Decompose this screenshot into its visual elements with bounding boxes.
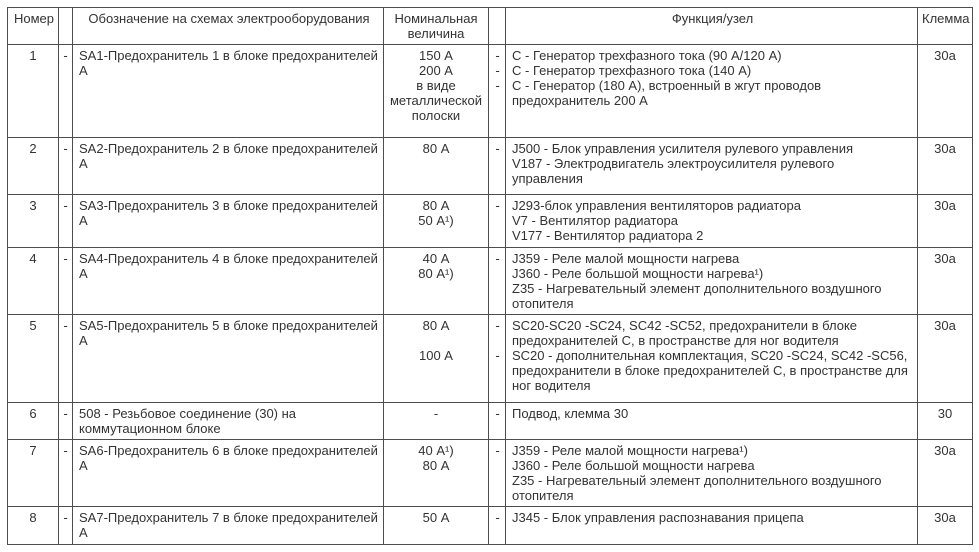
row-dash: - xyxy=(59,45,73,138)
header-function-label: Функция/узел xyxy=(671,11,754,26)
function-line: V187 - Электродвигатель электроусилителя рулевого xyxy=(512,156,835,171)
nominal-line: в виде xyxy=(416,78,456,93)
terminal-cell: 30a xyxy=(918,440,973,507)
function-entries xyxy=(489,195,917,246)
fuse-table xyxy=(7,7,973,545)
nominal-line: 80 А xyxy=(422,458,450,473)
function-line: V177 - Вентилятор радиатора 2 xyxy=(512,228,704,243)
function-entry-dash: - xyxy=(495,443,500,458)
function-line: отопителя xyxy=(512,488,574,503)
function-entry-text xyxy=(506,318,917,348)
function-line: J360 - Реле большой мощности нагрева xyxy=(512,458,755,473)
function-entry-dash: - xyxy=(495,348,500,363)
function-cell xyxy=(489,138,918,195)
function-entry xyxy=(489,141,917,186)
row-number: 3 xyxy=(8,195,59,248)
function-entry-text xyxy=(506,78,917,108)
terminal-cell: 30a xyxy=(918,315,973,403)
designation-line: А xyxy=(79,63,88,78)
nominal-line: - xyxy=(433,406,439,421)
function-line: J345 - Блок управления распознавания прицепа xyxy=(512,510,804,525)
function-entry xyxy=(489,348,917,393)
nominal-line: 40 А¹) xyxy=(418,443,454,458)
nominal-line xyxy=(388,333,484,348)
function-entry-dash: - xyxy=(495,63,500,78)
function-entry-dash: - xyxy=(495,78,500,93)
row-number: 2 xyxy=(8,138,59,195)
row-dash: - xyxy=(59,248,73,315)
nominal-line: полоски xyxy=(411,108,461,123)
function-line: J360 - Реле большой мощности нагрева¹) xyxy=(512,266,764,281)
nominal-line: 150 А xyxy=(419,48,453,63)
row-dash: - xyxy=(59,195,73,248)
designation-cell xyxy=(73,507,384,545)
nominal-cell xyxy=(384,507,489,545)
row-number: 4 xyxy=(8,248,59,315)
function-entry xyxy=(489,510,917,525)
row-dash: - xyxy=(59,138,73,195)
nominal-line: 80 А xyxy=(422,141,450,156)
function-line: J359 - Реле малой мощности нагрева¹) xyxy=(512,443,748,458)
function-cell xyxy=(489,403,918,440)
header-designation: Обозначение на схемах электрооборудования xyxy=(73,8,384,45)
table-row xyxy=(8,403,973,440)
table-body xyxy=(8,45,973,545)
row-number: 5 xyxy=(8,315,59,403)
nominal-cell xyxy=(384,138,489,195)
row-number: 6 xyxy=(8,403,59,440)
nominal-cell xyxy=(384,248,489,315)
function-entry-text xyxy=(506,198,917,243)
nominal-cell xyxy=(384,45,489,138)
table-row xyxy=(8,315,973,403)
designation-line: SA6-Предохранитель 6 в блоке предохранителей xyxy=(79,443,378,458)
function-line: V7 - Вентилятор радиатора xyxy=(512,213,679,228)
nominal-line: 50 А¹) xyxy=(418,213,454,228)
nominal-cell xyxy=(384,403,489,440)
function-cell xyxy=(489,315,918,403)
row-dash: - xyxy=(59,507,73,545)
designation-line: SA5-Предохранитель 5 в блоке предохранителей xyxy=(79,318,378,333)
function-line: предохранители в блоке предохранителей С, в пространстве для xyxy=(512,363,908,378)
nominal-cell xyxy=(384,315,489,403)
function-line: Z35 - Нагревательный элемент дополнительного воздушного xyxy=(512,281,882,296)
designation-line: SA4-Предохранитель 4 в блоке предохранителей xyxy=(79,251,378,266)
designation-line: SA2-Предохранитель 2 в блоке предохранителей xyxy=(79,141,378,156)
header-row xyxy=(8,8,973,45)
nominal-line: 50 А xyxy=(422,510,450,525)
designation-line: SA7-Предохранитель 7 в блоке предохранителей xyxy=(79,510,378,525)
designation-line: А xyxy=(79,156,88,171)
designation-cell xyxy=(73,440,384,507)
function-line: SC20-SC20 -SC24, SC42 -SC52, предохранители в блоке xyxy=(512,318,858,333)
function-line: J293-блок управления вентиляторов радиатора xyxy=(512,198,801,213)
function-entry-dash: - xyxy=(495,510,500,525)
header-function-dash-lane xyxy=(489,11,506,26)
function-cell xyxy=(489,507,918,545)
nominal-cell xyxy=(384,195,489,248)
nominal-line: 200 А xyxy=(419,63,453,78)
function-entry-dash: - xyxy=(495,198,500,213)
function-cell xyxy=(489,440,918,507)
terminal-cell: 30a xyxy=(918,138,973,195)
header-number: Номер xyxy=(8,8,59,45)
function-line: ног водителя xyxy=(512,378,591,393)
table-row xyxy=(8,440,973,507)
designation-line: 508 - Резьбовое соединение (30) на xyxy=(79,406,297,421)
function-line: C - Генератор (180 А), встроенный в жгут проводов xyxy=(512,78,822,93)
function-line: C - Генератор трехфазного тока (140 А) xyxy=(512,63,752,78)
nominal-line: 80 А xyxy=(422,198,450,213)
function-entry xyxy=(489,48,917,63)
function-entries xyxy=(489,440,917,506)
function-cell xyxy=(489,195,918,248)
function-entry-dash: - xyxy=(495,48,500,63)
terminal-cell: 30 xyxy=(918,403,973,440)
designation-cell xyxy=(73,315,384,403)
function-entries xyxy=(489,315,917,396)
nominal-line: 80 А¹) xyxy=(418,266,454,281)
function-entry xyxy=(489,78,917,108)
table-row xyxy=(8,45,973,138)
nominal-cell xyxy=(384,440,489,507)
function-entry xyxy=(489,443,917,503)
row-number: 8 xyxy=(8,507,59,545)
function-line: предохранителей С, в пространстве для ног водителя xyxy=(512,333,839,348)
designation-cell xyxy=(73,45,384,138)
function-cell xyxy=(489,45,918,138)
header-terminal: Клемма xyxy=(918,8,973,45)
designation-line: А xyxy=(79,525,88,540)
table-row xyxy=(8,195,973,248)
function-line: Подвод, клемма 30 xyxy=(512,406,629,421)
table-row xyxy=(8,507,973,545)
function-entry xyxy=(489,63,917,78)
function-entry-text xyxy=(506,48,917,63)
designation-line: А xyxy=(79,266,88,281)
function-line: C - Генератор трехфазного тока (90 А/120 А) xyxy=(512,48,782,63)
designation-line: коммутационном блоке xyxy=(79,421,221,436)
header-dash-spacer xyxy=(59,8,73,45)
nominal-line: 80 А xyxy=(422,318,450,333)
function-entry-text xyxy=(506,63,917,78)
function-line: SC20 - дополнительная комплектация, SC20 -SC24, SC42 -SC56, xyxy=(512,348,908,363)
function-entries xyxy=(489,248,917,314)
function-entry xyxy=(489,251,917,311)
function-entry-text xyxy=(506,510,917,525)
function-line: Z35 - Нагревательный элемент дополнительного воздушного xyxy=(512,473,882,488)
nominal-line: металлической xyxy=(389,93,483,108)
function-entries xyxy=(489,403,917,424)
function-entry-text xyxy=(506,251,917,311)
function-entry-text xyxy=(506,141,917,186)
function-entries xyxy=(489,507,917,528)
function-entry xyxy=(489,318,917,348)
function-cell xyxy=(489,248,918,315)
function-line: отопителя xyxy=(512,296,574,311)
function-line: управления xyxy=(512,171,583,186)
row-dash: - xyxy=(59,315,73,403)
terminal-cell: 30a xyxy=(918,248,973,315)
function-entry xyxy=(489,406,917,421)
table-row xyxy=(8,248,973,315)
function-line: J359 - Реле малой мощности нагрева xyxy=(512,251,740,266)
designation-line: А xyxy=(79,333,88,348)
function-entry-dash: - xyxy=(495,141,500,156)
nominal-line: 100 А xyxy=(419,348,453,363)
designation-line: SA1-Предохранитель 1 в блоке предохранителей xyxy=(79,48,378,63)
function-entries xyxy=(489,138,917,189)
row-number: 1 xyxy=(8,45,59,138)
designation-cell xyxy=(73,248,384,315)
row-number: 7 xyxy=(8,440,59,507)
function-entry-text xyxy=(506,406,917,421)
designation-line: SA3-Предохранитель 3 в блоке предохранителей xyxy=(79,198,378,213)
terminal-cell: 30a xyxy=(918,195,973,248)
terminal-cell: 30a xyxy=(918,45,973,138)
function-line: J500 - Блок управления усилителя рулевого управления xyxy=(512,141,854,156)
terminal-cell: 30a xyxy=(918,507,973,545)
designation-line: А xyxy=(79,458,88,473)
function-entry-text xyxy=(506,348,917,393)
function-entries xyxy=(489,45,917,111)
row-dash: - xyxy=(59,440,73,507)
function-line: предохранитель 200 А xyxy=(512,93,648,108)
function-entry xyxy=(489,198,917,243)
designation-line: А xyxy=(79,213,88,228)
nominal-line: 40 А xyxy=(422,251,450,266)
header-function-group xyxy=(489,8,918,45)
function-entry-text xyxy=(506,443,917,503)
function-entry-dash: - xyxy=(495,318,500,333)
table-row xyxy=(8,138,973,195)
header-nominal: Номинальная величина xyxy=(384,8,489,45)
designation-cell xyxy=(73,403,384,440)
function-entry-dash: - xyxy=(495,406,500,421)
function-entry-dash: - xyxy=(495,251,500,266)
designation-cell xyxy=(73,138,384,195)
row-dash: - xyxy=(59,403,73,440)
designation-cell xyxy=(73,195,384,248)
